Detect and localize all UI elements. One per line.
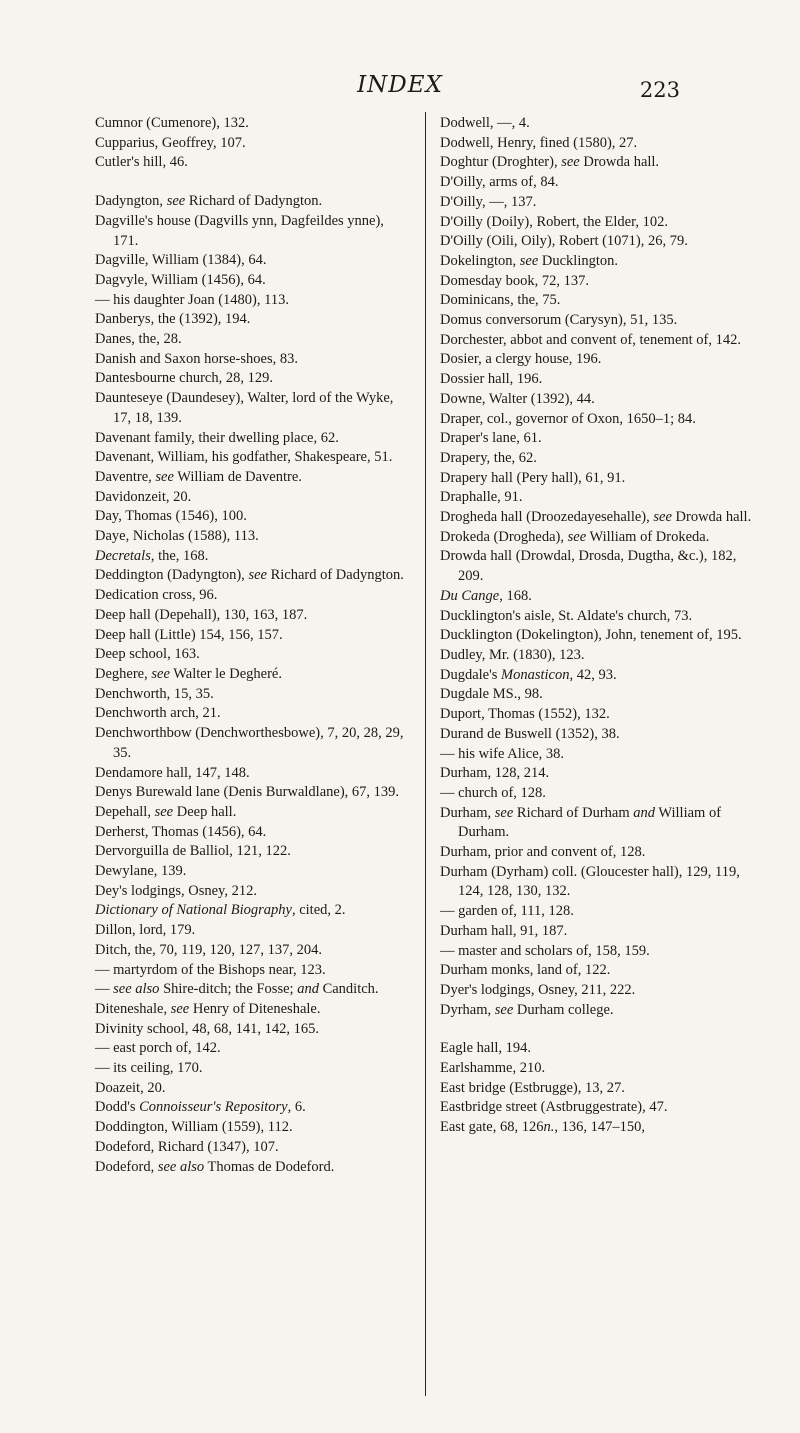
index-entry: Daye, Nicholas (1588), 113. [95, 528, 259, 545]
index-entry: East gate, 68, 126n., 136, 147–150, [440, 1119, 645, 1136]
index-entry: Dyer's lodgings, Osney, 211, 222. [440, 981, 636, 998]
index-entry: Draper's lane, 61. [440, 430, 542, 447]
running-head [0, 72, 800, 102]
section-gap [440, 1020, 758, 1039]
index-entry: Durham, 128, 214. [440, 765, 550, 782]
index-entry: Deddington (Dadyngton), see Richard of Dadyngton. [95, 567, 404, 584]
index-entry: Dodwell, —, 4. [440, 115, 530, 131]
index-entry: Danes, the, 28. [95, 331, 182, 348]
index-entry: Dodeford, see also Thomas de Dodeford. [95, 1158, 335, 1175]
index-entry: — his wife Alice, 38. [440, 745, 565, 762]
index-entry: Diteneshale, see Henry of Diteneshale. [95, 1000, 321, 1017]
index-entry: Deep school, 163. [95, 646, 200, 663]
index-entry: Depehall, see Deep hall. [95, 803, 237, 820]
index-entry: Denchworth, 15, 35. [95, 685, 214, 702]
index-entry: Cutler's hill, 46. [95, 154, 188, 171]
index-entry: Du Cange, 168. [440, 587, 532, 604]
index-entry: Dagvyle, William (1456), 64. [95, 271, 266, 288]
index-entry: Draphalle, 91. [440, 489, 523, 506]
index-entry: Dorchester, abbot and convent of, tenement of, 142. [440, 331, 742, 348]
index-entry: Dyrham, see Durham college. [440, 1001, 614, 1018]
index-entry: — martyrdom of the Bishops near, 123. [95, 961, 326, 978]
index-entry: Dervorguilla de Balliol, 121, 122. [95, 843, 291, 860]
index-entry: Domesday book, 72, 137. [440, 272, 590, 289]
index-entry: Denchworthbow (Denchworthesbowe), 7, 20, 28, 29, 35. [95, 725, 404, 761]
index-entry: Danish and Saxon horse-shoes, 83. [95, 350, 298, 367]
index-entry: Deep hall (Depehall), 130, 163, 187. [95, 606, 308, 623]
index-entry: Day, Thomas (1546), 100. [95, 508, 247, 525]
index-entry: Davenant family, their dwelling place, 62. [95, 429, 339, 446]
index-entry: Dugdale MS., 98. [440, 686, 543, 703]
index-entry: Domus conversorum (Carysyn), 51, 135. [440, 312, 678, 329]
index-entry: Derherst, Thomas (1456), 64. [95, 823, 267, 840]
index-entry: — master and scholars of, 158, 159. [440, 942, 650, 959]
index-entry: Ditch, the, 70, 119, 120, 127, 137, 204. [95, 941, 323, 958]
index-entry: Durham, see Richard of Durham and William of Durham. [440, 804, 722, 841]
index-column-left [95, 114, 407, 1177]
index-entry: Drogheda hall (Droozedayesehalle), see Drowda hall. [440, 509, 752, 526]
index-entry: Dadyngton, see Richard of Dadyngton. [95, 193, 323, 210]
index-entry: Durham hall, 91, 187. [440, 922, 568, 939]
index-entry: Cumnor (Cumenore), 132. [95, 115, 249, 131]
index-entry: Eagle hall, 194. [440, 1040, 532, 1057]
index-entry: Daunteseye (Daundesey), Walter, lord of the Wyke, 17, 18, 139. [95, 390, 394, 426]
column-divider [425, 112, 426, 1396]
index-column-right [440, 114, 758, 1138]
index-entry: — its ceiling, 170. [95, 1060, 203, 1077]
index-entry: Dendamore hall, 147, 148. [95, 764, 250, 781]
index-entry: Eastbridge street (Astbruggestrate), 47. [440, 1099, 668, 1116]
index-entry: Drapery hall (Pery hall), 61, 91. [440, 469, 626, 486]
index-entry: Dosier, a clergy house, 196. [440, 351, 602, 368]
index-entry: Denchworth arch, 21. [95, 705, 221, 722]
index-entry: Durham, prior and convent of, 128. [440, 844, 646, 861]
index-entry: Ducklington's aisle, St. Aldate's church, 73. [440, 607, 693, 624]
index-entry: Dodwell, Henry, fined (1580), 27. [440, 134, 638, 151]
index-entry: Drokeda (Drogheda), see William of Drokeda. [440, 528, 710, 545]
index-entry: Deep hall (Little) 154, 156, 157. [95, 626, 283, 643]
index-entry: D'Oilly, arms of, 84. [440, 174, 559, 191]
index-entry: Doazeit, 20. [95, 1079, 166, 1096]
index-entry: Dewylane, 139. [95, 863, 187, 880]
index-entry: — his daughter Joan (1480), 113. [95, 291, 289, 308]
index-entry: Dodeford, Richard (1347), 107. [95, 1138, 279, 1155]
index-entry: — church of, 128. [440, 784, 546, 801]
index-entry: Cupparius, Geoffrey, 107. [95, 134, 246, 151]
index-entry: D'Oilly, —, 137. [440, 193, 537, 210]
index-entry: Dedication cross, 96. [95, 587, 218, 604]
index-entry: — east porch of, 142. [95, 1040, 221, 1057]
index-entry: Denys Burewald lane (Denis Burwaldlane), 67, 139. [95, 784, 400, 801]
index-entry: Doghtur (Droghter), see Drowda hall. [440, 154, 660, 171]
index-entry: Danberys, the (1392), 194. [95, 311, 251, 328]
index-entry: Dudley, Mr. (1830), 123. [440, 646, 585, 663]
index-entry: Dodd's Connoisseur's Repository, 6. [95, 1099, 306, 1116]
index-entry: D'Oilly (Doily), Robert, the Elder, 102. [440, 213, 668, 230]
page-number: 223 [639, 78, 680, 102]
index-entry: Divinity school, 48, 68, 141, 142, 165. [95, 1020, 319, 1037]
index-entry: Dugdale's Monasticon, 42, 93. [440, 666, 617, 683]
index-entry: Downe, Walter (1392), 44. [440, 390, 595, 407]
index-entry: Durand de Buswell (1352), 38. [440, 725, 620, 742]
index-entry: Durham monks, land of, 122. [440, 962, 611, 979]
index-entry: Doddington, William (1559), 112. [95, 1119, 293, 1136]
index-entry: Davenant, William, his godfather, Shakespeare, 51. [95, 449, 393, 466]
index-entry: Decretals, the, 168. [95, 547, 209, 564]
index-entry: — garden of, 111, 128. [440, 903, 574, 920]
index-entry: Draper, col., governor of Oxon, 1650–1; 84. [440, 410, 696, 427]
index-entry: Ducklington (Dokelington), John, tenement of, 195. [440, 627, 742, 644]
index-entry: Earlshamme, 210. [440, 1060, 546, 1077]
index-entry: Dictionary of National Biography, cited, 2. [95, 902, 346, 919]
index-entry: D'Oilly (Oili, Oily), Robert (1071), 26, 79. [440, 233, 688, 250]
index-entry: Dey's lodgings, Osney, 212. [95, 882, 257, 899]
index-entry: Dossier hall, 196. [440, 371, 543, 388]
index-entry: Daventre, see William de Daventre. [95, 468, 302, 485]
section-gap [95, 173, 407, 192]
index-entry: Davidonzeit, 20. [95, 488, 192, 505]
index-entry: Deghere, see Walter le Degheré. [95, 665, 282, 682]
index-entry: Duport, Thomas (1552), 132. [440, 706, 610, 723]
index-entry: Dagville's house (Dagvills ynn, Dagfeildes ynne), 171. [95, 212, 384, 249]
index-entry: Drapery, the, 62. [440, 449, 537, 466]
index-entry: Dominicans, the, 75. [440, 292, 561, 309]
index-entry: Dokelington, see Ducklington. [440, 252, 619, 269]
index-entry: Dagville, William (1384), 64. [95, 252, 267, 269]
index-entry: Durham (Dyrham) coll. (Gloucester hall), 129, 119, 124, 128, 130, 132. [440, 863, 740, 900]
index-entry: East bridge (Estbrugge), 13, 27. [440, 1079, 625, 1096]
index-entry: — see also Shire-ditch; the Fosse; and Canditch. [95, 981, 379, 998]
index-entry: Drowda hall (Drowdal, Drosda, Dugtha, &c.), 182, 209. [440, 548, 737, 585]
index-entry: Dantesbourne church, 28, 129. [95, 370, 273, 387]
page-title: INDEX [357, 72, 443, 98]
index-entry: Dillon, lord, 179. [95, 922, 196, 939]
